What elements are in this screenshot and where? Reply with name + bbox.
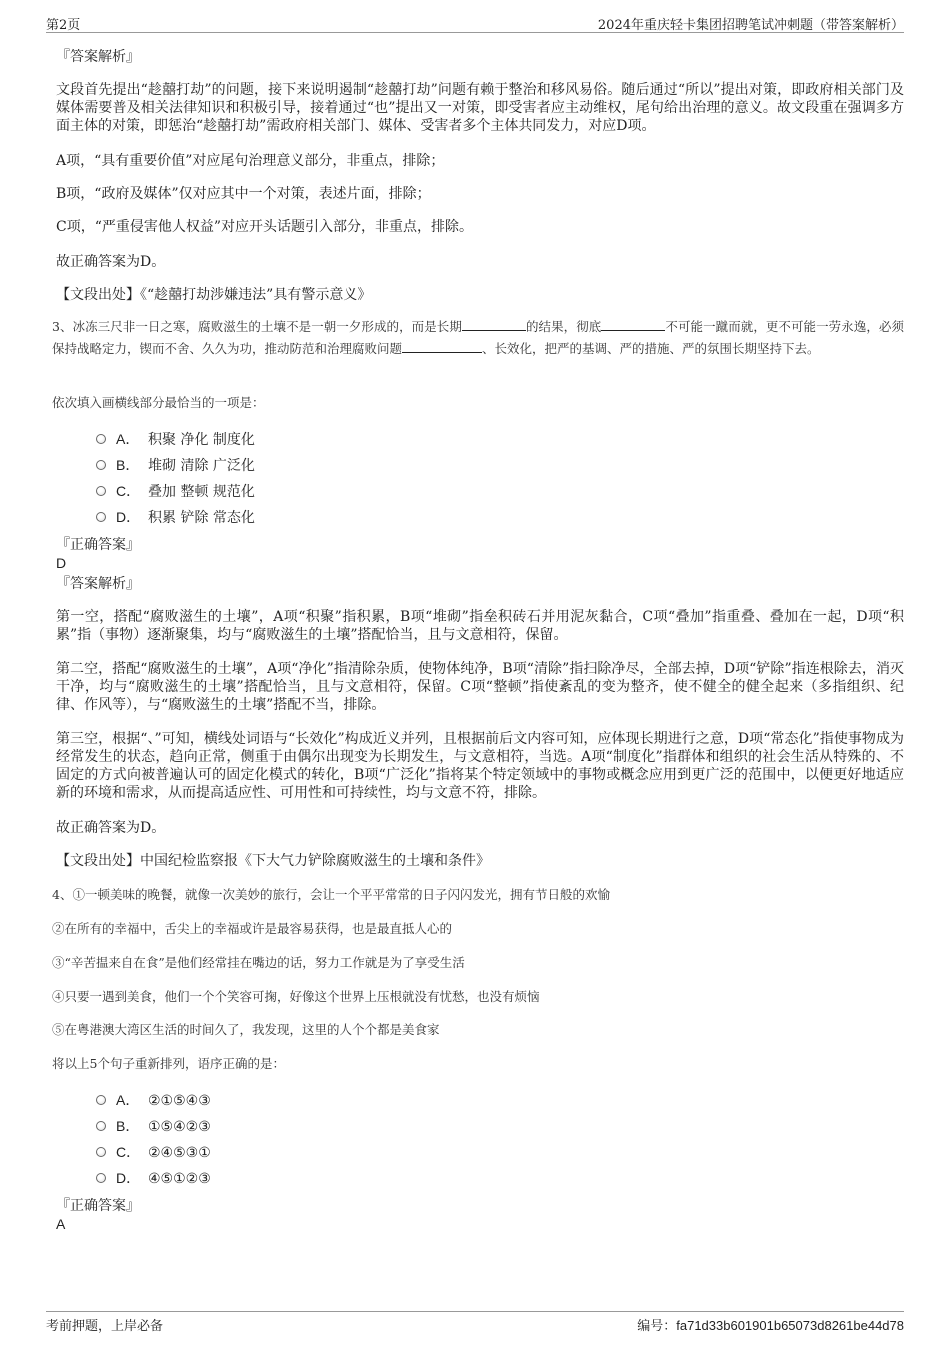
q2-analysis-p1: 文段首先提出“趁囍打劫”的问题，接下来说明遏制“趁囍打劫”问题有赖于整治和移风易俗。随后通过“所以”提出对策，即政府相关部门及媒体需要普及相关法律知识和积极引导，接着通过“也”提出又一对策，即受害者应主动维权，尾句给出治理的意义。故文段重在强调多方面主体的对策，即惩治“趁囍打劫”需政府相关部门、媒体、受害者多个主体共同发力，对应D项。 bbox=[56, 82, 904, 134]
q2-conclusion: 故正确答案为D。 bbox=[56, 254, 166, 270]
option-text: 堆砌 清除 广泛化 bbox=[148, 458, 255, 474]
q3-stem-part1: 3、冰冻三尺非一日之寒，腐败滋生的土壤不是一朝一夕形成的，而是长期 bbox=[52, 319, 462, 334]
q4-answer-label: 『正确答案』 bbox=[56, 1198, 140, 1214]
q2-analysis-label: 『答案解析』 bbox=[56, 49, 140, 65]
q3-analysis-p1: 第一空，搭配“腐败滋生的土壤”，A项“积聚”指积累，B项“堆砌”指垒积砖石并用泥灰黏合，C项“叠加”指重叠、叠加在一起，D项“积累”指（事物）逐渐聚集，均与“腐败滋生的土壤”搭配恰当，且与文意相符，保留。 bbox=[56, 609, 904, 643]
q2-analysis-b: B项，“政府及媒体”仅对应其中一个对策，表述片面，排除； bbox=[56, 186, 431, 202]
q3-stem bbox=[52, 316, 904, 360]
q2-source: 【文段出处】《“趁囍打劫涉嫌违法”具有警示意义》 bbox=[56, 287, 372, 303]
document-title: 2024年重庆轻卡集团招聘笔试冲刺题（带答案解析） bbox=[597, 18, 904, 33]
q3-stem-part2: 的结果，彻底 bbox=[525, 319, 602, 334]
q2-analysis-a: A项，“具有重要价值”对应尾句治理意义部分，非重点，排除； bbox=[56, 153, 445, 169]
q3-blank-3 bbox=[402, 340, 482, 353]
option-text: 叠加 整顿 规范化 bbox=[148, 484, 255, 500]
radio-icon[interactable] bbox=[96, 512, 106, 522]
q4-answer: A bbox=[56, 1216, 66, 1232]
q3-conclusion: 故正确答案为D。 bbox=[56, 820, 166, 836]
q3-answer-label: 『正确答案』 bbox=[56, 537, 140, 553]
option-text: ②④⑤③① bbox=[148, 1145, 211, 1161]
q4-sentence-1: 4、①一顿美味的晚餐，就像一次美妙的旅行，会让一个平平常常的日子闪闪发光，拥有节日般的欢愉 bbox=[52, 887, 610, 902]
q3-prompt: 依次填入画横线部分最恰当的一项是： bbox=[52, 395, 265, 410]
radio-icon[interactable] bbox=[96, 434, 106, 444]
q3-option-a[interactable]: A． 积聚 净化 制度化 bbox=[96, 429, 255, 447]
q3-option-b[interactable]: B． 堆砌 清除 广泛化 bbox=[96, 455, 255, 473]
option-text: ①⑤④②③ bbox=[148, 1119, 211, 1135]
q4-option-a[interactable]: A． ②①⑤④③ bbox=[96, 1090, 211, 1108]
q4-sentence-3: ③“辛苦揾来自在食”是他们经常挂在嘴边的话，努力工作就是为了享受生活 bbox=[52, 955, 465, 970]
page-header bbox=[46, 12, 904, 33]
q3-blank-1 bbox=[462, 318, 526, 331]
radio-icon[interactable] bbox=[96, 1095, 106, 1105]
q3-blank-2 bbox=[601, 318, 665, 331]
page-number: 第2页 bbox=[46, 18, 81, 33]
q3-source: 【文段出处】中国纪检监察报《下大气力铲除腐败滋生的土壤和条件》 bbox=[56, 853, 490, 869]
radio-icon[interactable] bbox=[96, 1173, 106, 1183]
option-text: ②①⑤④③ bbox=[148, 1093, 211, 1109]
q4-sentence-5: ⑤在粤港澳大湾区生活的时间久了，我发现，这里的人个个都是美食家 bbox=[52, 1022, 440, 1037]
q3-analysis-label: 『答案解析』 bbox=[56, 576, 140, 592]
q4-option-c[interactable]: C． ②④⑤③① bbox=[96, 1142, 211, 1160]
option-text: ④⑤①②③ bbox=[148, 1171, 211, 1187]
q3-stem-part4: 、长效化，把严的基调、严的措施、严的氛围长期坚持下去。 bbox=[482, 341, 820, 356]
document-code: 编号：fa71d33b601901b65073d8261be44d78 bbox=[637, 1318, 904, 1333]
q3-option-d[interactable]: D． 积累 铲除 常态化 bbox=[96, 507, 255, 525]
q4-option-d[interactable]: D． ④⑤①②③ bbox=[96, 1168, 211, 1186]
page-footer bbox=[46, 1311, 904, 1336]
q4-prompt: 将以上5个句子重新排列，语序正确的是： bbox=[52, 1056, 285, 1071]
option-text: 积累 铲除 常态化 bbox=[148, 510, 255, 526]
q2-analysis-c: C项，“严重侵害他人权益”对应开头话题引入部分，非重点，排除。 bbox=[56, 219, 474, 235]
q3-option-c[interactable]: C． 叠加 整顿 规范化 bbox=[96, 481, 255, 499]
q3-stem-part3: 不可能一蹴而就，更不可能一劳永逸，必须保持战略定力，锲而不舍、久久为功，推动防范和治理腐败问题 bbox=[52, 319, 904, 356]
q4-sentence-4: ④只要一遇到美食，他们一个个笑容可掬，好像这个世界上压根就没有忧愁，也没有烦恼 bbox=[52, 989, 540, 1004]
q3-analysis-p3: 第三空，根据“、”可知，横线处词语与“长效化”构成近义并列，且根据前后文内容可知，应体现长期进行之意，D项“常态化”指使事物成为经常发生的状态，趋向正常，侧重于由偶尔出现变为长期发生，与文意相符，当选。A项“制度化”指群体和组织的社会生活从特殊的、不固定的方式向被普遍认可的固定化模式的转化，B项“广泛化”指将某个特定领域中的事物或概念应用到更广泛的范围中，以便更好地适应新的环境和需求，从而提高适应性、可用性和可持续性，均与文意不符，排除。 bbox=[56, 731, 904, 801]
radio-icon[interactable] bbox=[96, 460, 106, 470]
q4-sentence-2: ②在所有的幸福中，舌尖上的幸福或许是最容易获得，也是最直抵人心的 bbox=[52, 921, 453, 936]
option-text: 积聚 净化 制度化 bbox=[148, 432, 255, 448]
radio-icon[interactable] bbox=[96, 1147, 106, 1157]
radio-icon[interactable] bbox=[96, 486, 106, 496]
q4-option-b[interactable]: B． ①⑤④②③ bbox=[96, 1116, 211, 1134]
footer-slogan: 考前押题，上岸必备 bbox=[46, 1319, 164, 1334]
q3-answer: D bbox=[56, 555, 67, 571]
q3-analysis-p2: 第二空，搭配“腐败滋生的土壤”，A项“净化”指清除杂质，使物体纯净，B项“清除”指扫除净尽，全部去掉，D项“铲除”指连根除去，消灭干净，均与“腐败滋生的土壤”搭配恰当，且与文意相符，保留。C项“整顿”指使紊乱的变为整齐，使不健全的健全起来（多指组织、纪律、作风等），与“腐败滋生的土壤”搭配不当，排除。 bbox=[56, 661, 904, 713]
radio-icon[interactable] bbox=[96, 1121, 106, 1131]
